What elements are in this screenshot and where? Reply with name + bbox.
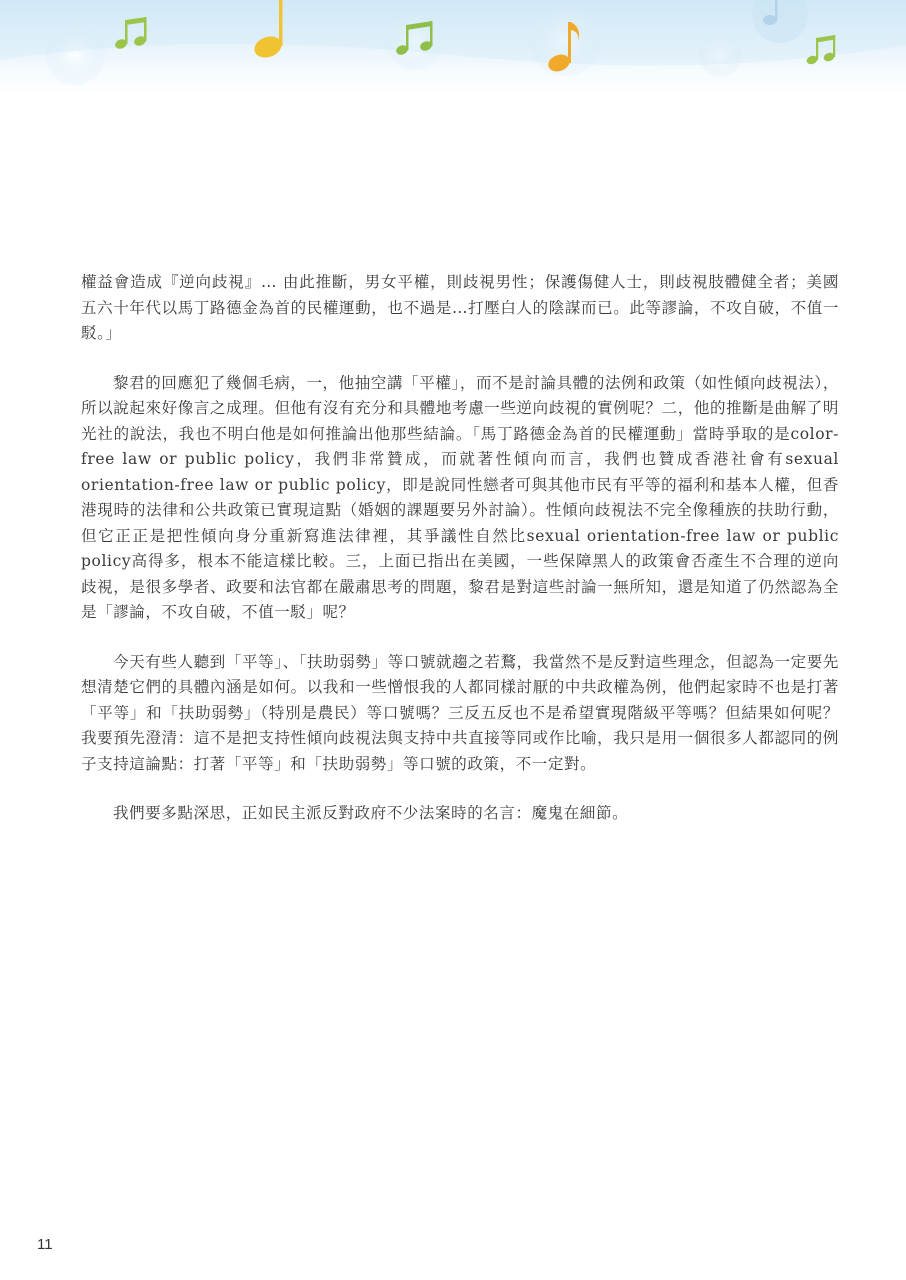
header-banner <box>0 0 906 95</box>
article-body <box>81 270 839 851</box>
paragraph-2: 黎君的回應犯了幾個毛病，一，他抽空講「平權」，而不是討論具體的法例和政策（如性傾向歧視法），所以說起來好像言之成理。但他有沒有充分和具體地考慮一些逆向歧視的實例呢？二，他的推斷是曲解了明光社的說法，我也不明白他是如何推論出他那些結論。「馬丁路德金為首的民權運動」當時爭取的是color-free law or public policy，我們非常贊成，而就著性傾向而言，我們也贊成香港社會有sexual orientation-free law or public policy，即是說同性戀者可與其他市民有平等的福利和基本人權，但香港現時的法律和公共政策已實現這點（婚姻的課題要另外討論）。性傾向歧視法不完全像種族的扶助行動，但它正正是把性傾向身分重新寫進法律裡，其爭議性自然比sexual orientation-free law or public policy高得多，根本不能這樣比較。三，上面已指出在美國，一些保障黑人的政策會否產生不合理的逆向歧視，是很多學者、政要和法官都在嚴肅思考的問題，黎君是對這些討論一無所知，還是知道了仍然認為全是「謬論，不攻自破，不值一駁」呢？ <box>81 373 839 621</box>
header-decoration <box>0 0 906 95</box>
paragraph-3: 今天有些人聽到「平等」、「扶助弱勢」等口號就趨之若鶩，我當然不是反對這些理念，但認為一定要先想清楚它們的具體內涵是如何。以我和一些憎恨我的人都同樣討厭的中共政權為例，他們起家時不也是打著「平等」和「扶助弱勢」（特別是農民）等口號嗎？三反五反也不是希望實現階級平等嗎？但結果如何呢？我要預先澄清：這不是把支持性傾向歧視法與支持中共直接等同或作比喻，我只是用一個很多人都認同的例子支持這論點：打著「平等」和「扶助弱勢」等口號的政策，不一定對。 <box>81 652 839 773</box>
paragraph-1: 權益會造成『逆向歧視』… 由此推斷，男女平權，則歧視男性；保護傷健人士，則歧視肢體健全者；美國五六十年代以馬丁路德金為首的民權運動，也不過是…打壓白人的陰謀而已。此等謬論，不攻自破，不值一駁。」 <box>81 273 839 342</box>
page-number: 11 <box>37 1236 53 1253</box>
paragraph-4: 我們要多點深思，正如民主派反對政府不少法案時的名言：魔鬼在細節。 <box>113 804 629 822</box>
